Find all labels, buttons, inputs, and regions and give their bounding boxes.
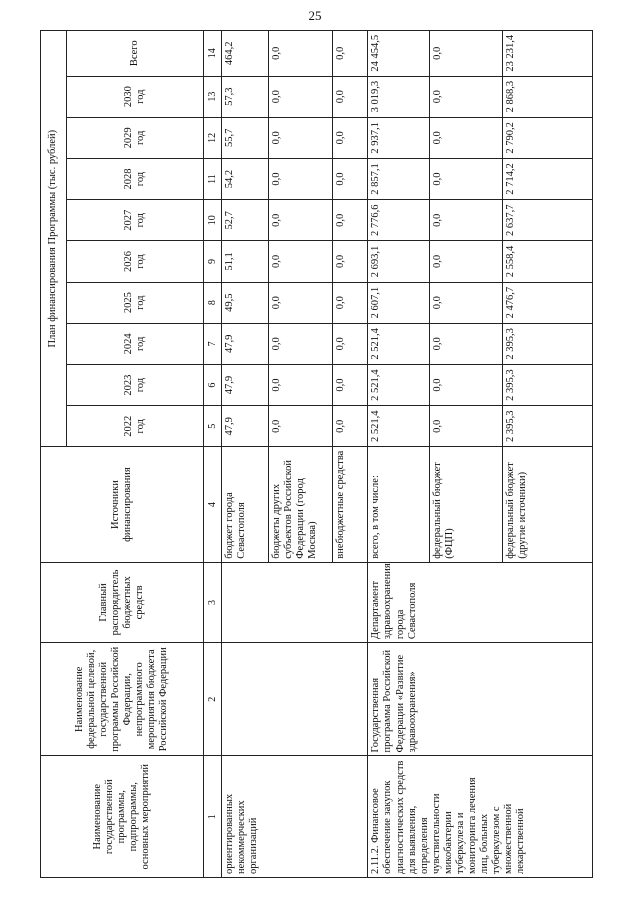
value-cell: 2 521,4 [368, 364, 429, 405]
value-cell: 0,0 [269, 158, 333, 199]
value-cell: 0,0 [269, 406, 333, 447]
header-plan: План финансирования Программы (тыс. рублей) [41, 31, 67, 447]
value-cell: 2 521,4 [368, 406, 429, 447]
value-cell: 0,0 [269, 282, 333, 323]
value-cell: 2 395,3 [503, 364, 593, 405]
column-index-row [204, 31, 222, 878]
value-cell: 54,2 [221, 158, 268, 199]
value-cell: 24 454,5 [368, 31, 429, 77]
value-cell: 0,0 [429, 76, 502, 117]
value-cell: 2 790,2 [503, 117, 593, 158]
value-cell: 0,0 [332, 76, 367, 117]
source-cell: внебюджетные средства [332, 447, 367, 562]
value-cell: 0,0 [429, 31, 502, 77]
program-cell: Государственная программа Российской Федерации «Развитие здравоохранения» [368, 643, 593, 756]
value-cell: 23 231,4 [503, 31, 593, 77]
value-cell: 2 476,7 [503, 282, 593, 323]
header-year: 2023 год [67, 364, 204, 405]
value-cell: 2 714,2 [503, 158, 593, 199]
value-cell: 2 857,1 [368, 158, 429, 199]
activity-cell: ориентированных некоммерческих организаций [221, 756, 368, 878]
rotated-table-container [40, 30, 593, 878]
financing-table [40, 30, 593, 878]
value-cell: 464,2 [221, 31, 268, 77]
value-cell: 57,3 [221, 76, 268, 117]
value-cell: 0,0 [332, 158, 367, 199]
value-cell: 47,9 [221, 323, 268, 364]
source-cell: федеральный бюджет (ФЦП) [429, 447, 502, 562]
value-cell: 2 637,7 [503, 200, 593, 241]
column-index: 10 [204, 200, 222, 241]
value-cell: 2 937,1 [368, 117, 429, 158]
value-cell: 2 558,4 [503, 241, 593, 282]
value-cell: 3 019,3 [368, 76, 429, 117]
value-cell: 0,0 [332, 31, 367, 77]
source-cell: всего, в том числе: [368, 447, 429, 562]
value-cell: 0,0 [429, 117, 502, 158]
program-cell [221, 643, 368, 756]
value-cell: 2 395,3 [503, 406, 593, 447]
value-cell: 0,0 [429, 158, 502, 199]
value-cell: 55,7 [221, 117, 268, 158]
column-index: 5 [204, 406, 222, 447]
value-cell: 0,0 [332, 117, 367, 158]
source-cell: бюджет города Севастополя [221, 447, 268, 562]
value-cell: 0,0 [332, 241, 367, 282]
value-cell: 2 521,4 [368, 323, 429, 364]
source-cell: федеральный бюджет (другие источники) [503, 447, 593, 562]
value-cell: 0,0 [429, 200, 502, 241]
column-index: 13 [204, 76, 222, 117]
header-year: 2028 год [67, 158, 204, 199]
header-distributor: Главный распорядитель бюджетных средств [41, 562, 204, 642]
column-index: 11 [204, 158, 222, 199]
distributor-cell: Департамент здравоохранения города Севастополя [368, 562, 593, 642]
value-cell: 47,9 [221, 406, 268, 447]
value-cell: 0,0 [269, 76, 333, 117]
value-cell: 0,0 [332, 200, 367, 241]
header-year: 2025 год [67, 282, 204, 323]
value-cell: 0,0 [332, 406, 367, 447]
value-cell: 0,0 [269, 241, 333, 282]
value-cell: 0,0 [429, 282, 502, 323]
value-cell: 0,0 [269, 117, 333, 158]
value-cell: 51,1 [221, 241, 268, 282]
value-cell: 0,0 [332, 323, 367, 364]
column-index: 8 [204, 282, 222, 323]
value-cell: 2 868,3 [503, 76, 593, 117]
column-index: 9 [204, 241, 222, 282]
header-year: 2030 год [67, 76, 204, 117]
column-index: 1 [204, 756, 222, 878]
column-index: 2 [204, 643, 222, 756]
column-index: 14 [204, 31, 222, 77]
value-cell: 2 395,3 [503, 323, 593, 364]
value-cell: 0,0 [332, 282, 367, 323]
value-cell: 2 607,1 [368, 282, 429, 323]
value-cell: 0,0 [429, 406, 502, 447]
value-cell: 0,0 [269, 323, 333, 364]
header-year: 2026 год [67, 241, 204, 282]
value-cell: 2 776,6 [368, 200, 429, 241]
table-row [221, 31, 268, 878]
column-index: 12 [204, 117, 222, 158]
value-cell: 0,0 [269, 31, 333, 77]
header-total: Всего [67, 31, 204, 77]
value-cell: 2 693,1 [368, 241, 429, 282]
value-cell: 0,0 [269, 200, 333, 241]
column-index: 6 [204, 364, 222, 405]
header-year: 2029 год [67, 117, 204, 158]
value-cell: 52,7 [221, 200, 268, 241]
value-cell: 49,5 [221, 282, 268, 323]
column-index: 7 [204, 323, 222, 364]
header-program: Наименование федеральной целевой, государственной программы Российской Федерации, непрограммного мероприятия бюджета Российской Федерации [41, 643, 204, 756]
header-source: Источники финансирования [41, 447, 204, 562]
column-index: 4 [204, 447, 222, 562]
activity-cell: 2.11.2. Финансовое обеспечение закупок диагностических средств для выявления, определения чувствительности микобактерии туберкулеза и мониторинга лечения лиц, больных туберкулезом с множественной лекарственной [368, 756, 593, 878]
value-cell: 0,0 [429, 364, 502, 405]
distributor-cell [221, 562, 368, 642]
header-year: 2022 год [67, 406, 204, 447]
header-year: 2027 год [67, 200, 204, 241]
value-cell: 0,0 [429, 241, 502, 282]
page-number: 25 [308, 8, 322, 23]
value-cell: 0,0 [429, 323, 502, 364]
value-cell: 0,0 [269, 364, 333, 405]
header-year: 2024 год [67, 323, 204, 364]
header-activity: Наименование государственной программы, подпрограммы, основных мероприятий [41, 756, 204, 878]
value-cell: 47,9 [221, 364, 268, 405]
table-row [368, 31, 429, 878]
source-cell: бюджеты других субъектов Российской Федерации (город Москва) [269, 447, 333, 562]
value-cell: 0,0 [332, 364, 367, 405]
column-index: 3 [204, 562, 222, 642]
